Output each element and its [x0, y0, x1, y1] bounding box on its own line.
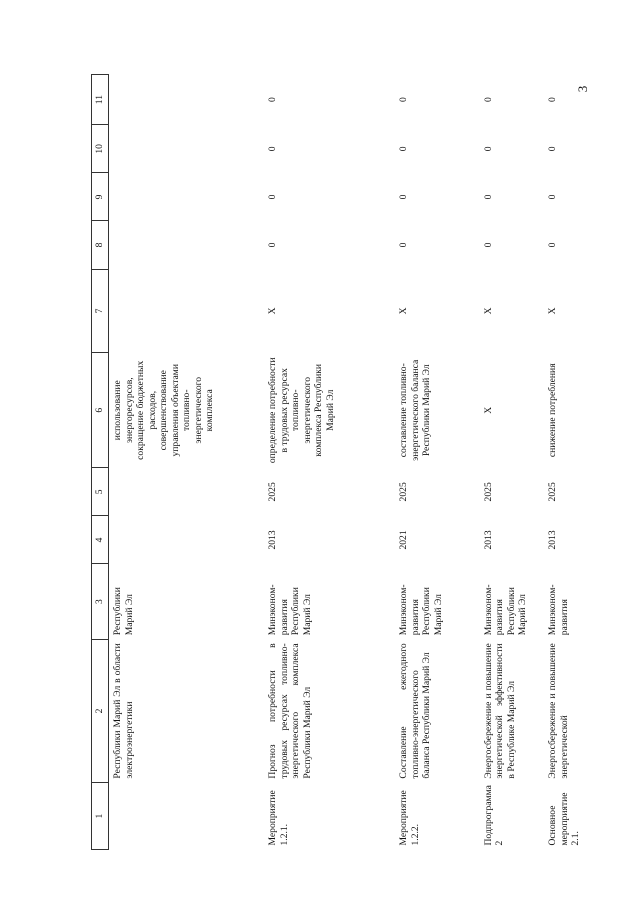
row-start-year: 2013: [482, 530, 494, 550]
row-col-8: 0: [482, 242, 494, 248]
row-col-11: 0: [267, 97, 279, 103]
row-col-9: [109, 173, 265, 221]
row-name: Республики Марий Эл в области электроэнергетики: [112, 643, 135, 779]
row-col-7: Х: [482, 307, 494, 315]
row-code: Основное мероприятие 2.1.: [547, 792, 582, 846]
row-code: Мероприятие 1.2.1.: [267, 790, 290, 846]
row-col-10: [109, 125, 265, 173]
row-col-11: 0: [547, 97, 559, 103]
row-col-9: 0: [547, 194, 559, 200]
row-col-9: 0: [267, 194, 279, 200]
table-row: [264, 75, 395, 850]
row-col-7: Х: [267, 307, 279, 315]
header-col-7: 7: [92, 269, 109, 353]
row-col-10: 0: [482, 146, 494, 152]
row-col-9: 0: [482, 194, 494, 200]
row-result: определение потребности в трудовых ресурсах топливно-энергетического комплекса Республики Марий Эл: [267, 357, 336, 464]
row-executor: Минэконом-развития Республики Марий Эл: [398, 584, 444, 636]
row-col-7: [109, 269, 265, 353]
header-col-1: 1: [92, 783, 109, 850]
row-result: составление топливно-энергетического баланса Республики Марий Эл: [398, 359, 433, 461]
row-col-8: [109, 221, 265, 269]
row-name: Составление ежегодного топливно-энергетического баланса Республики Марий Эл: [398, 643, 433, 779]
row-col-7: Х: [547, 307, 559, 315]
header-col-6: 6: [92, 353, 109, 468]
row-col-8: 0: [398, 242, 410, 248]
table-row: [480, 75, 544, 850]
header-col-3: 3: [92, 564, 109, 639]
row-name: Энергосбережение и повышение энергетической: [547, 643, 570, 779]
row-end-year: [109, 468, 265, 516]
row-col-9: 0: [398, 194, 410, 200]
row-col-7: Х: [398, 307, 410, 315]
row-name: Прогноз потребности в трудовых ресурсах топливно-энергетического комплекса Республики Марий Эл: [267, 643, 313, 779]
row-col-11: 0: [482, 97, 494, 103]
row-executor: Минэконом-развития: [547, 584, 570, 636]
table-row: [544, 75, 611, 850]
row-col-10: 0: [547, 146, 559, 152]
header-col-2: 2: [92, 639, 109, 782]
row-col-11: [109, 75, 265, 125]
row-code: Подпрограмма 2: [482, 785, 506, 846]
row-result: снижение потребления: [547, 363, 559, 458]
header-col-4: 4: [92, 516, 109, 564]
row-col-11: 0: [398, 97, 410, 103]
header-col-10: 10: [92, 125, 109, 173]
row-end-year: 2025: [267, 482, 279, 502]
header-col-11: 11: [92, 75, 109, 125]
page-number: 3: [575, 85, 590, 93]
row-executor: Республики Марий Эл: [112, 587, 135, 636]
row-col-10: 0: [398, 146, 410, 152]
row-col-8: 0: [267, 242, 279, 248]
header-col-8: 8: [92, 221, 109, 269]
row-code: [109, 783, 265, 850]
row-executor: Минэконом-развития Республики Марий Эл: [482, 584, 529, 636]
row-start-year: 2021: [398, 530, 410, 550]
row-start-year: 2013: [547, 530, 559, 550]
row-result: Х: [482, 406, 494, 414]
table-row: [395, 75, 479, 850]
row-col-8: 0: [547, 242, 559, 248]
row-end-year: 2025: [482, 482, 494, 502]
row-name: Энергосбережение и повышение энергетической эффективности в Республике Марий Эл: [482, 643, 517, 779]
row-end-year: 2025: [547, 482, 559, 502]
table-header-row: [92, 75, 109, 850]
row-col-10: 0: [267, 146, 279, 152]
row-start-year: 2013: [267, 530, 279, 550]
row-executor: Минэконом-развития Республики Марий Эл: [267, 584, 313, 636]
row-start-year: [109, 516, 265, 564]
program-table: [91, 74, 611, 850]
row-end-year: 2025: [398, 482, 410, 502]
row-result: использование энергоресурсов, сокращение бюджетных расходов, совершенствование управления объектами топливно-энергетического комплекса: [112, 360, 215, 460]
row-code: Мероприятие 1.2.2.: [398, 790, 421, 846]
header-col-5: 5: [92, 468, 109, 516]
table-row: [109, 75, 265, 850]
header-col-9: 9: [92, 173, 109, 221]
